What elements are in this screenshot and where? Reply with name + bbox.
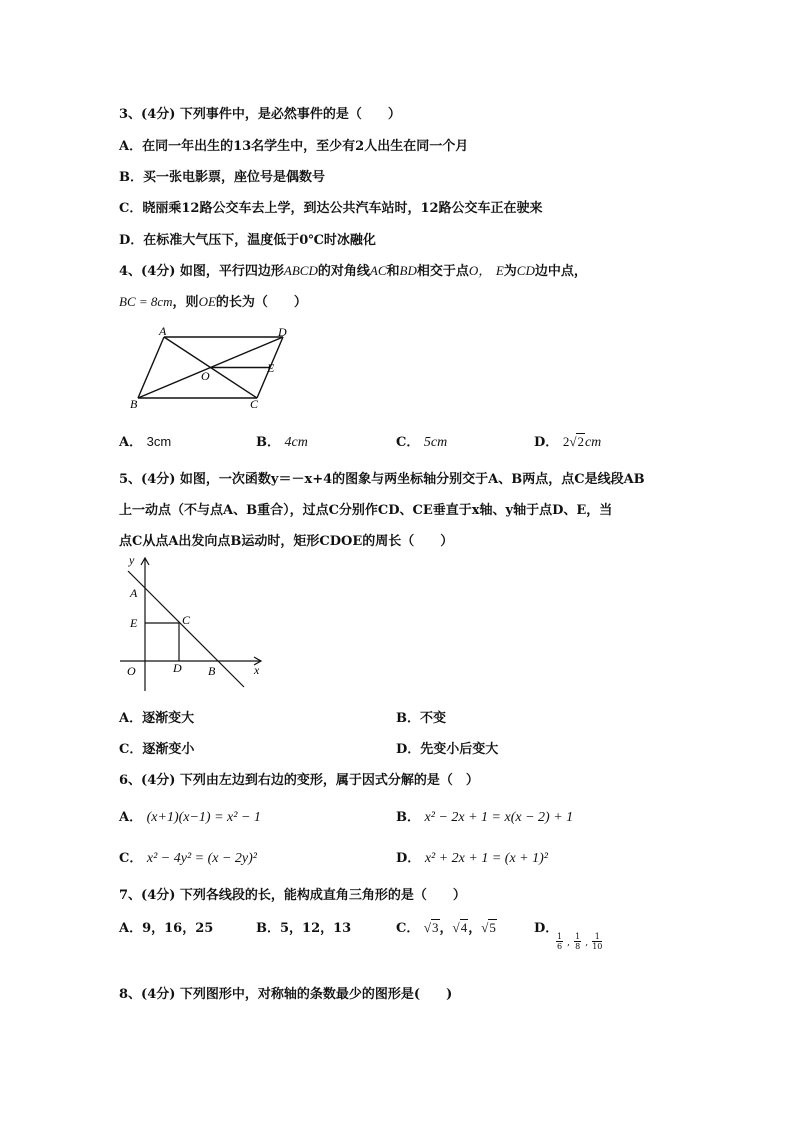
q6-option-d: D． x² + 2x + 1 = (x + 1)² xyxy=(396,851,548,866)
label-a: A xyxy=(130,586,138,600)
q3-stem: 3、(4分) 下列事件中，是必然事件的是（ ） xyxy=(119,107,401,122)
q3-option-d: D．在标准大气压下，温度低于0℃时冰融化 xyxy=(119,233,376,248)
q4-option-d: D． 2√2cm xyxy=(534,434,602,450)
label-c: C xyxy=(182,613,191,627)
q5-option-b: B．不变 xyxy=(396,711,446,726)
q3-option-a: A．在同一年出生的13名学生中，至少有2人出生在同一个月 xyxy=(119,139,469,154)
label-d: D xyxy=(278,325,287,339)
q7-option-d: D． xyxy=(534,921,559,936)
q5-stem-line2: 上一动点（不与点A、B重合），过点C分别作CD、CE垂直于x轴、y轴于点D、E，当 xyxy=(119,503,613,518)
q5-option-c: C．逐渐变小 xyxy=(119,742,195,757)
q7-option-c: C． √3，√4，√5 xyxy=(396,920,496,936)
q3-option-c: C．晓丽乘12路公交车去上学，到达公共汽车站时，12路公交车正在驶来 xyxy=(119,201,543,216)
parallelogram-figure xyxy=(126,322,296,414)
q7-stem: 7、(4分) 下列各线段的长，能构成直角三角形的是（ ） xyxy=(119,888,466,903)
q4-stem-line1: 4、(4分) 如图，平行四边形ABCD的对角线AC和BD相交于点O， E为CD边中点， xyxy=(119,263,587,279)
label-e: E xyxy=(267,361,275,375)
label-c: C xyxy=(250,397,259,411)
q6-stem: 6、(4分) 下列由左边到右边的变形，属于因式分解的是（ ） xyxy=(119,773,479,788)
q5-stem-line3: 点C从点A出发向点B运动时，矩形CDOE的周长（ ） xyxy=(119,534,454,549)
label-x: x xyxy=(254,663,260,677)
label-d: D xyxy=(173,661,182,675)
function-graph-figure xyxy=(118,550,268,692)
q5-option-d: D．先变小后变大 xyxy=(396,742,499,757)
label-b: B xyxy=(208,664,216,678)
q6-option-b: B． x² − 2x + 1 = x(x − 2) + 1 xyxy=(396,810,574,825)
q4-option-c: C． 5cm xyxy=(396,435,448,450)
q6-option-c: C． x² − 4y² = (x − 2y)² xyxy=(119,851,258,866)
q6-option-a: A． (x+1)(x−1) = x² − 1 xyxy=(119,810,261,825)
label-a: A xyxy=(159,324,167,338)
q5-option-a: A．逐渐变大 xyxy=(119,711,195,726)
q7-option-d-fractions: $\frac{1}{6}$ , $\frac{1}{8}$ , $\frac{1}{10}$ xyxy=(557,932,603,951)
label-o: O xyxy=(127,664,136,678)
q5-stem-line1: 5、(4分) 如图，一次函数y＝－x+4的图象与两坐标轴分别交于A、B两点，点C是线段AB xyxy=(119,472,645,487)
label-y: y xyxy=(129,553,135,567)
q4-option-b: B． 4cm xyxy=(256,435,308,450)
q3-option-b: B．买一张电影票，座位号是偶数号 xyxy=(119,170,325,185)
q8-stem: 8、(4分) 下列图形中，对称轴的条数最少的图形是( ) xyxy=(119,987,453,1002)
label-b: B xyxy=(130,397,138,411)
q4-option-a: A． 3cm xyxy=(119,434,172,450)
label-e: E xyxy=(130,616,138,630)
q7-option-b: B．5，12，13 xyxy=(256,921,352,936)
label-o: O xyxy=(201,369,210,383)
q4-stem-line2: BC = 8cm，则OE的长为（ ） xyxy=(119,294,307,310)
q7-option-a: A．9，16，25 xyxy=(119,921,214,936)
